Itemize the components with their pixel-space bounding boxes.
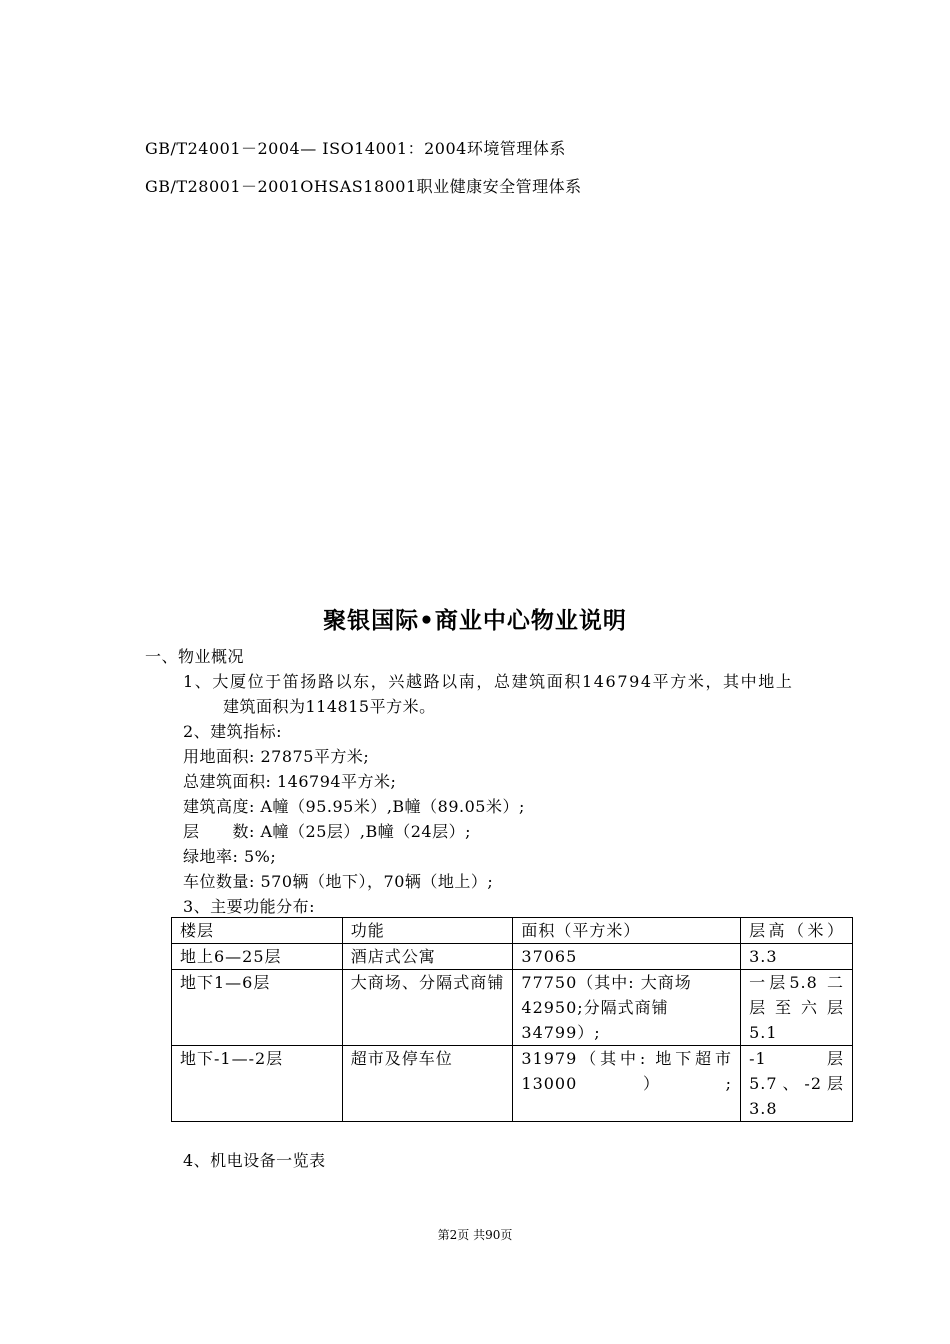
paragraph-3-heading: 3、主要功能分布: (183, 897, 316, 916)
page-title: 聚银国际•商业中心物业说明 (323, 608, 627, 634)
metric-building-height: 建筑高度: A幢（95.95米）,B幢（89.05米）; (183, 797, 525, 816)
table-row (172, 1046, 853, 1122)
standard-line-2: GB/T28001－2001OHSAS18001职业健康安全管理体系 (145, 177, 582, 196)
header-floor: 楼层 (172, 918, 343, 944)
cell-floor: 地下1—6层 (172, 970, 343, 1046)
header-area: 面积（平方米） (513, 918, 741, 944)
metric-green-ratio: 绿地率: 5%; (183, 847, 277, 866)
cell-area: 31979（其中: 地下超市13000）; (513, 1046, 741, 1122)
cell-function: 大商场、分隔式商铺 (342, 970, 513, 1046)
paragraph-1-line-1: 1、大厦位于笛扬路以东，兴越路以南，总建筑面积146794平方米，其中地上 (183, 672, 794, 691)
function-distribution-table (171, 917, 853, 1122)
cell-floor: 地下-1—-2层 (172, 1046, 343, 1122)
standard-line-1: GB/T24001－2004— ISO14001：2004环境管理体系 (145, 139, 566, 158)
table-header-row (172, 918, 853, 944)
metric-total-area: 总建筑面积: 146794平方米; (183, 772, 397, 791)
cell-function: 超市及停车位 (342, 1046, 513, 1122)
cell-function: 酒店式公寓 (342, 944, 513, 970)
cell-floor-height: 一层5.8 二层至六层5.1 (741, 970, 853, 1046)
cell-floor-height: 3.3 (741, 944, 853, 970)
cell-floor: 地上6—25层 (172, 944, 343, 970)
header-floor-height: 层高（米） (741, 918, 853, 944)
paragraph-2-heading: 2、建筑指标: (183, 722, 283, 741)
paragraph-1-line-2: 建筑面积为114815平方米。 (223, 697, 436, 716)
cell-area: 37065 (513, 944, 741, 970)
table-row (172, 970, 853, 1046)
header-function: 功能 (342, 918, 513, 944)
metric-floor-count: 层 数: A幢（25层）,B幢（24层）; (183, 822, 471, 841)
metric-land-area: 用地面积: 27875平方米; (183, 747, 370, 766)
cell-area: 77750（其中: 大商场42950;分隔式商铺34799）; (513, 970, 741, 1046)
cell-floor-height: -1层5.7、-2层3.8 (741, 1046, 853, 1122)
metric-parking: 车位数量: 570辆（地下），70辆（地上）; (183, 872, 494, 891)
table-row (172, 944, 853, 970)
page-footer: 第2页 共90页 (437, 1228, 513, 1242)
paragraph-4-heading: 4、机电设备一览表 (183, 1151, 326, 1170)
section-heading: 一、物业概况 (145, 647, 245, 666)
